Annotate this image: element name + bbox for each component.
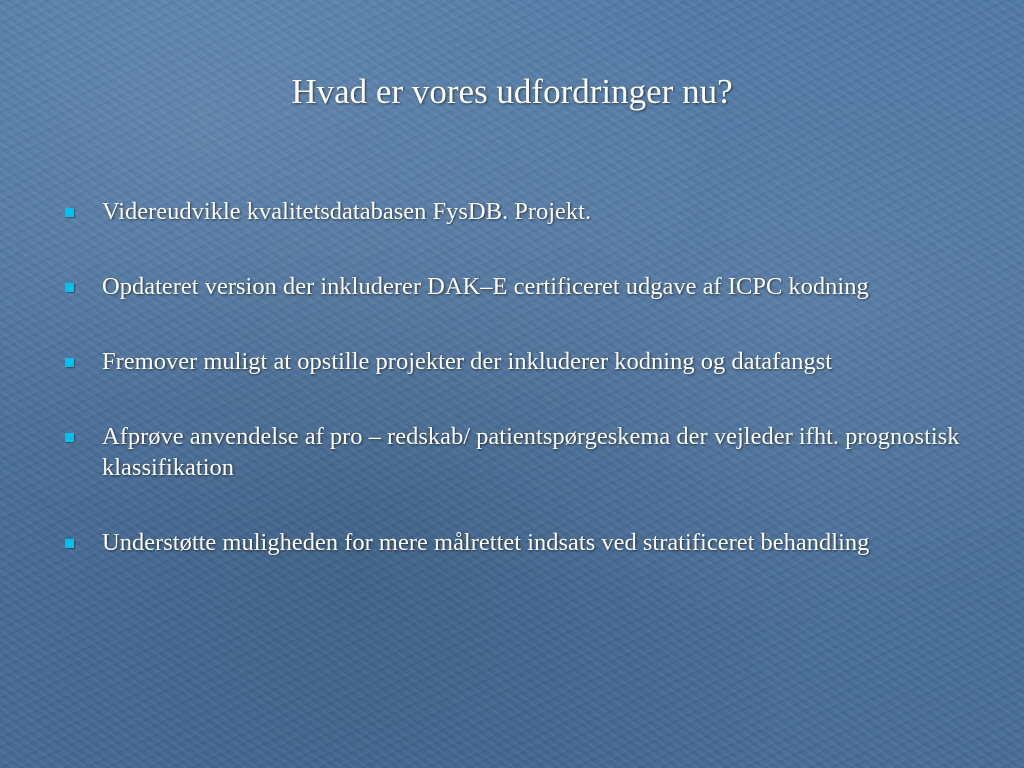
bullet-text: Videreudvikle kvalitetsdatabasen FysDB. Projekt. <box>102 198 592 225</box>
bullet-text: Fremover muligt at opstille projekter der inkluderer kodning og datafangst <box>102 348 833 375</box>
bullet-item <box>60 271 980 302</box>
bullet-text: Opdateret version der inkluderer DAK–E certificeret udgave af ICPC kodning <box>102 273 869 300</box>
square-bullet-icon <box>65 358 74 367</box>
bullet-list <box>60 196 980 602</box>
bullet-text: Understøtte muligheden for mere målrettet indsats ved stratificeret behandling <box>102 529 870 556</box>
bullet-item <box>60 196 980 227</box>
bullet-item <box>60 421 980 483</box>
bullet-item <box>60 346 980 377</box>
bullet-text: Afprøve anvendelse af pro – redskab/ patientspørgeskema der vejleder ifht. prognostisk klassifikation <box>102 423 960 481</box>
slide-title: Hvad er vores udfordringer nu? <box>291 72 733 111</box>
square-bullet-icon <box>65 539 74 548</box>
square-bullet-icon <box>65 433 74 442</box>
square-bullet-icon <box>65 283 74 292</box>
bullet-item <box>60 527 980 558</box>
square-bullet-icon <box>65 208 74 217</box>
